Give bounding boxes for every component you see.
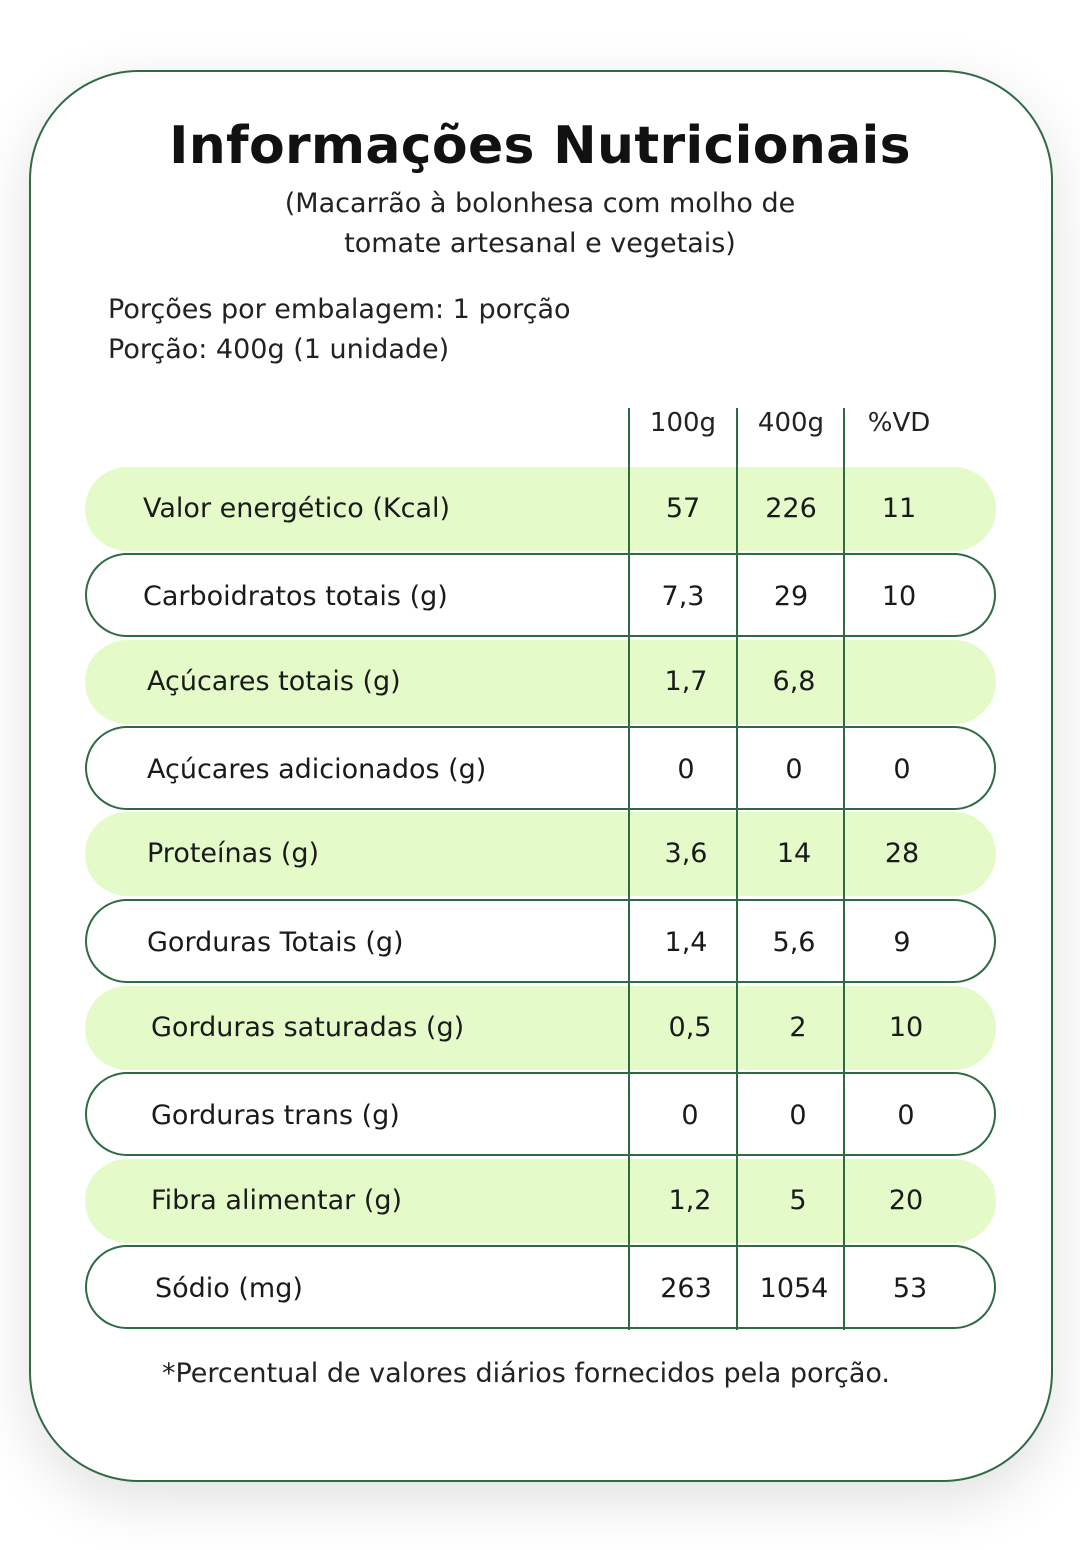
servings-per-package: Porções por embalagem: 1 porção: [108, 294, 571, 325]
value-400g: 2: [789, 1012, 807, 1043]
value-vd: 10: [888, 1012, 924, 1043]
column-header-400g: 400g: [757, 408, 825, 438]
table-row: [85, 1245, 996, 1329]
column-divider: [736, 408, 738, 1330]
value-400g: 5: [789, 1185, 807, 1216]
value-100g: 1,4: [664, 927, 708, 958]
value-400g: 29: [773, 581, 809, 612]
nutrient-label: Açúcares totais (g): [147, 666, 401, 697]
nutrient-label: Sódio (mg): [155, 1273, 303, 1304]
page-title: Informações Nutricionais: [169, 116, 911, 176]
value-vd: 28: [884, 838, 920, 869]
value-vd: 53: [892, 1273, 928, 1304]
footnote: *Percentual de valores diários fornecidos pela porção.: [161, 1358, 891, 1389]
table-row: [85, 640, 996, 724]
value-100g: 0,5: [668, 1012, 712, 1043]
value-100g: 0: [681, 1100, 699, 1131]
value-100g: 1,2: [668, 1185, 712, 1216]
value-vd: 11: [881, 493, 917, 524]
nutrient-label: Carboidratos totais (g): [143, 581, 448, 612]
value-100g: 3,6: [664, 838, 708, 869]
serving-size: Porção: 400g (1 unidade): [108, 334, 450, 365]
product-subtitle-line2: tomate artesanal e vegetais): [344, 228, 736, 259]
value-vd: 10: [881, 581, 917, 612]
table-row: [85, 1159, 996, 1243]
table-row: [85, 553, 996, 637]
value-400g: 6,8: [772, 666, 816, 697]
value-100g: 0: [677, 754, 695, 785]
value-400g: 5,6: [772, 927, 816, 958]
nutrient-label: Fibra alimentar (g): [151, 1185, 403, 1216]
value-400g: 14: [776, 838, 812, 869]
value-400g: 0: [789, 1100, 807, 1131]
nutrient-label: Gorduras saturadas (g): [151, 1012, 465, 1043]
nutrient-label: Gorduras trans (g): [151, 1100, 400, 1131]
table-row: [85, 812, 996, 896]
column-header-100g: 100g: [649, 408, 717, 438]
value-vd: 0: [897, 1100, 915, 1131]
table-row: [85, 899, 996, 983]
value-100g: 263: [660, 1273, 712, 1304]
table-row: [85, 986, 996, 1070]
value-400g: 226: [765, 493, 817, 524]
value-100g: 57: [665, 493, 701, 524]
nutrient-label: Proteínas (g): [147, 838, 320, 869]
nutrient-label: Valor energético (Kcal): [143, 493, 451, 524]
value-vd: 0: [893, 754, 911, 785]
value-100g: 1,7: [664, 666, 708, 697]
value-100g: 7,3: [661, 581, 705, 612]
value-vd: 9: [893, 927, 911, 958]
product-subtitle-line1: (Macarrão à bolonhesa com molho de: [284, 188, 796, 219]
nutrient-label: Açúcares adicionados (g): [147, 754, 487, 785]
column-divider: [628, 408, 630, 1330]
table-row: [85, 1072, 996, 1156]
column-divider: [843, 408, 845, 1330]
value-400g: 1054: [759, 1273, 829, 1304]
value-vd: 20: [888, 1185, 924, 1216]
value-400g: 0: [785, 754, 803, 785]
table-row: [85, 467, 996, 551]
nutrient-label: Gorduras Totais (g): [147, 927, 404, 958]
column-header-vd: %VD: [867, 408, 931, 438]
table-row: [85, 726, 996, 810]
